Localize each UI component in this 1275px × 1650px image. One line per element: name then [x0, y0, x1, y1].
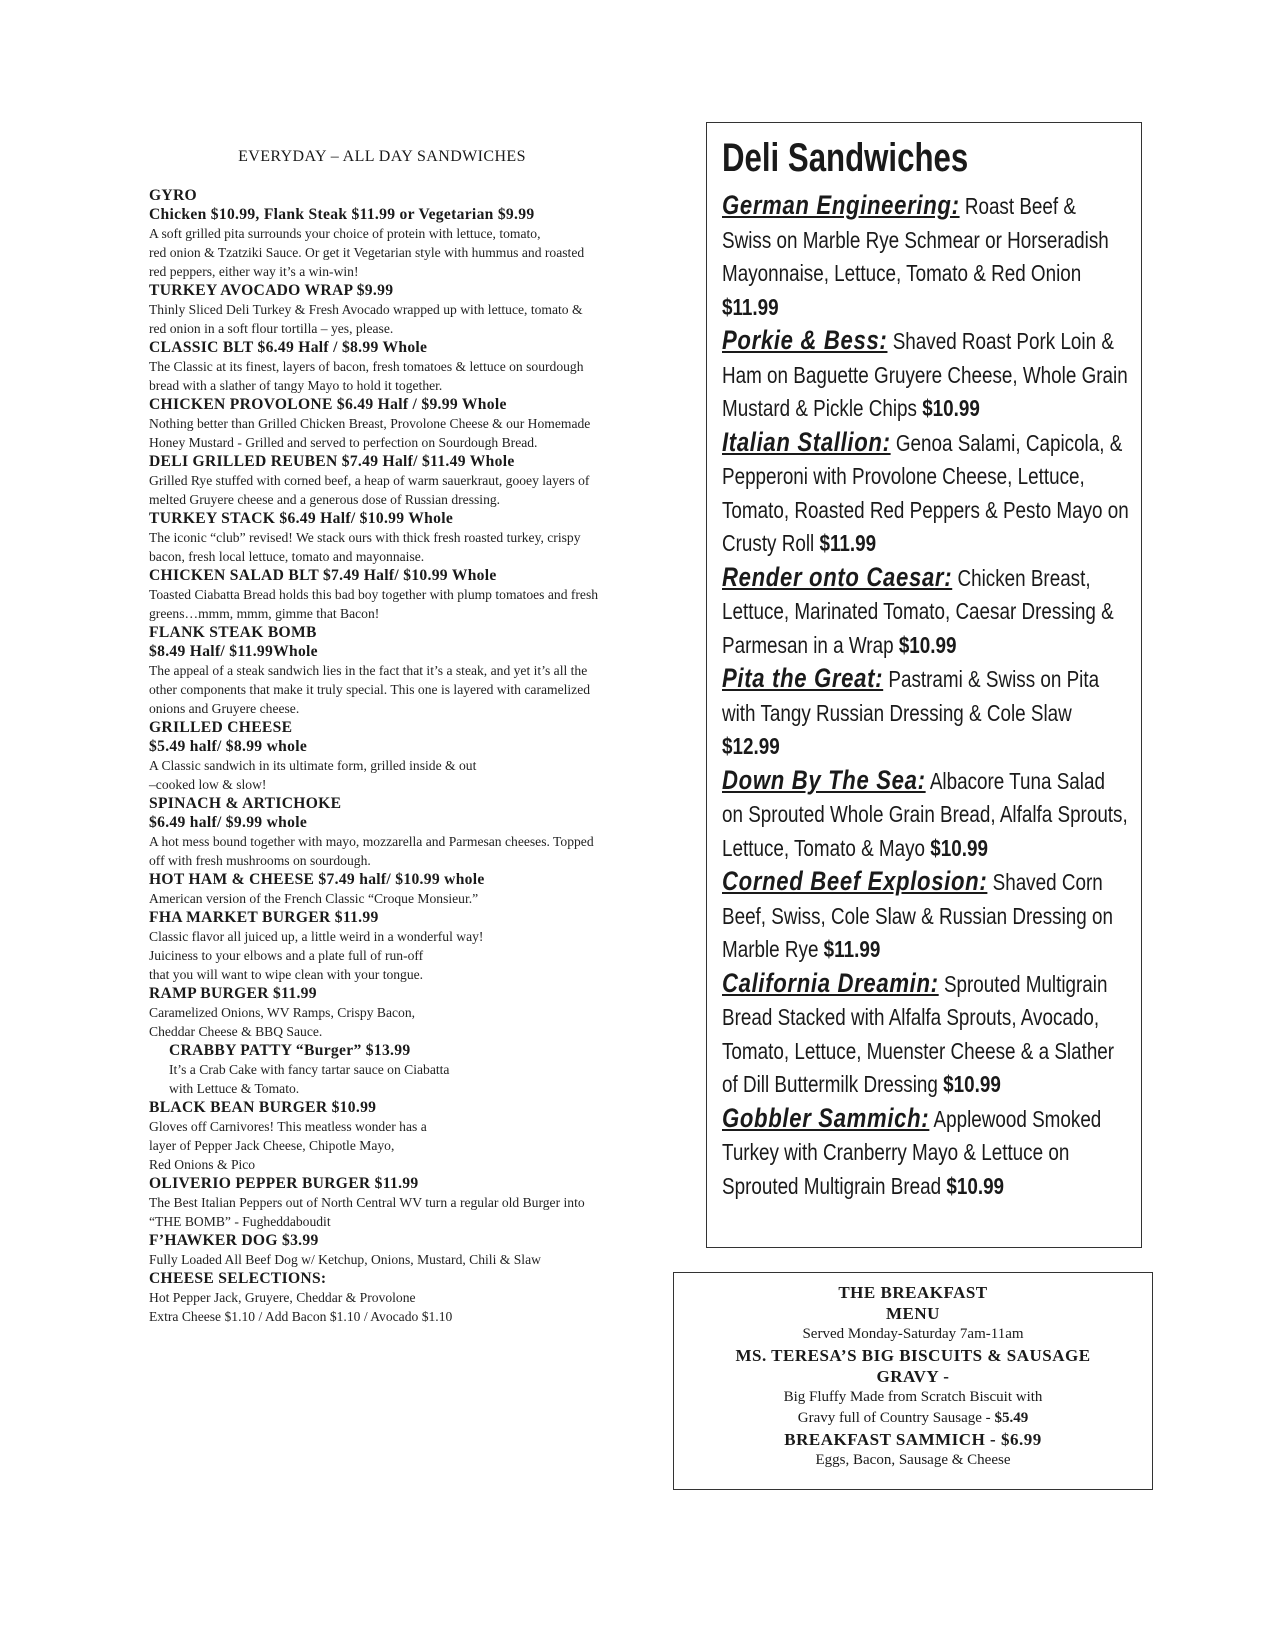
deli-item-name: Pita the Great:: [722, 663, 884, 693]
menu-item-price: $6.49 half/ $9.99 whole: [149, 814, 308, 831]
deli-item-description: Pastrami & Swiss on Pita with Tangy Russian Dressing & Cole Slaw: [722, 666, 1100, 726]
menu-item: [149, 623, 599, 718]
menu-item-name: GRILLED CHEESE: [149, 719, 293, 736]
breakfast-title-line1: THE BREAKFAST: [838, 1283, 988, 1302]
menu-item: [149, 794, 599, 870]
deli-item-name: Render onto Caesar:: [722, 561, 953, 592]
menu-item: [149, 1231, 599, 1269]
menu-item-name: CRABBY PATTY “Burger” $13.99: [169, 1042, 411, 1059]
deli-sandwiches-title: Deli Sandwiches: [722, 136, 969, 180]
menu-item-name: CLASSIC BLT $6.49 Half / $8.99 Whole: [149, 339, 428, 356]
menu-item-description: Toasted Ciabatta Bread holds this bad boy together with plump tomatoes and fresh greens…mmm, mmm, gimme that Bacon!: [149, 587, 599, 621]
menu-item: [149, 452, 599, 509]
menu-item-name: FHA MARKET BURGER $11.99: [149, 909, 379, 926]
breakfast-item-sammich-desc: Eggs, Bacon, Sausage & Cheese: [815, 1452, 1011, 1468]
deli-item-name: German Engineering:: [722, 190, 960, 220]
menu-item: [149, 1174, 599, 1231]
menu-item: [149, 1269, 599, 1326]
menu-item: [149, 281, 599, 338]
menu-item-description: Classic flavor all juiced up, a little weird in a wonderful way! Juiciness to your elbows and a plate full of run-off that you will want to wipe clean with your tongue.: [149, 929, 484, 982]
menu-item: [149, 566, 599, 623]
menu-item: [149, 908, 599, 984]
deli-item-description: Shaved Corn Beef, Swiss, Cole Slaw & Russian Dressing on Marble Rye: [722, 869, 1113, 962]
breakfast-title-line2: MENU: [886, 1304, 940, 1323]
deli-sandwich-list: [722, 189, 1129, 1203]
breakfast-item-biscuits-price: $5.49: [994, 1410, 1029, 1426]
deli-item: [722, 189, 1129, 324]
deli-item-price: $10.99: [943, 1071, 1001, 1097]
menu-item-name: CHEESE SELECTIONS:: [149, 1270, 327, 1287]
everyday-sandwiches-heading: EVERYDAY – ALL DAY SANDWICHES: [238, 148, 526, 165]
deli-item: [722, 865, 1129, 967]
menu-item-description: Grilled Rye stuffed with corned beef, a heap of warm sauerkraut, gooey layers of melted Gruyere cheese and a generous dose of Russian dressing.: [149, 473, 590, 507]
breakfast-item-biscuits-desc-line2: [674, 1408, 1152, 1429]
menu-item-description: Thinly Sliced Deli Turkey & Fresh Avocado wrapped up with lettuce, tomato & red onion in a soft flour tortilla – yes, please.: [149, 302, 583, 336]
deli-item-name: California Dreamin:: [722, 967, 939, 998]
menu-item-name: SPINACH & ARTICHOKE: [149, 795, 342, 812]
menu-item-description: A soft grilled pita surrounds your choice of protein with lettuce, tomato, red onion & Tzatziki Sauce. Or get it Vegetarian style with hummus and roasted red peppers, either way it’s a win-win!: [149, 226, 585, 279]
menu-item-description: Gloves off Carnivores! This meatless wonder has a layer of Pepper Jack Cheese, Chipotle Mayo, Red Onions & Pico: [149, 1119, 427, 1172]
breakfast-menu-box: [673, 1272, 1153, 1490]
menu-item-description: American version of the French Classic “Croque Monsieur.”: [149, 891, 479, 906]
menu-item-description: Caramelized Onions, WV Ramps, Crispy Bacon, Cheddar Cheese & BBQ Sauce.: [149, 1005, 416, 1039]
deli-item-description: Genoa Salami, Capicola, & Pepperoni with Provolone Cheese, Lettuce, Tomato, Roasted Red Peppers & Pesto Mayo on Crusty Roll: [722, 429, 1129, 556]
deli-item-price: $10.99: [930, 834, 988, 861]
deli-item: [722, 324, 1129, 426]
everyday-sandwich-list: [149, 186, 599, 1326]
breakfast-served-hours: Served Monday-Saturday 7am-11am: [802, 1326, 1024, 1342]
menu-item-description: The Best Italian Peppers out of North Central WV turn a regular old Burger into “THE BOMB” - Fugheddaboudit: [149, 1195, 585, 1229]
menu-item-description: Nothing better than Grilled Chicken Breast, Provolone Cheese & our Homemade Honey Mustard - Grilled and served to perfection on Sourdough Bread.: [149, 416, 591, 450]
deli-item-name: Down By The Sea:: [722, 764, 926, 795]
menu-item: [149, 984, 599, 1041]
deli-item-description: Applewood Smoked Turkey with Cranberry Mayo & Lettuce on Sprouted Multigrain Bread: [722, 1105, 1102, 1199]
breakfast-item-sammich-name: BREAKFAST SAMMICH - $6.99: [784, 1430, 1042, 1449]
menu-item: [149, 395, 599, 452]
deli-item-name: Corned Beef Explosion:: [722, 866, 988, 896]
deli-item-price: $10.99: [922, 395, 980, 421]
deli-item-description: Sprouted Multigrain Bread Stacked with Alfalfa Sprouts, Avocado, Tomato, Lettuce, Muenster Cheese & a Slather of Dill Buttermilk Dressing: [722, 970, 1115, 1097]
deli-item-price: $11.99: [823, 936, 881, 962]
menu-item-name: TURKEY AVOCADO WRAP $9.99: [149, 282, 394, 299]
everyday-sandwiches-column: [149, 148, 599, 1326]
menu-item-price: Chicken $10.99, Flank Steak $11.99 or Vegetarian $9.99: [149, 206, 535, 223]
deli-item-description: Chicken Breast, Lettuce, Marinated Tomato, Caesar Dressing & Parmesan in a Wrap: [722, 564, 1114, 658]
menu-item-name: GYRO: [149, 187, 197, 204]
menu-item-name: HOT HAM & CHEESE $7.49 half/ $10.99 whole: [149, 871, 485, 888]
menu-item-name: F’HAWKER DOG $3.99: [149, 1232, 319, 1249]
menu-item-name: TURKEY STACK $6.49 Half/ $10.99 Whole: [149, 510, 454, 527]
deli-item-price: $10.99: [898, 631, 957, 658]
deli-item-description: Shaved Roast Pork Loin & Ham on Baguette Gruyere Cheese, Whole Grain Mustard & Pickle Chips: [722, 328, 1128, 421]
menu-item-description: The Classic at its finest, layers of bacon, fresh tomatoes & lettuce on sourdough bread with a slather of tangy Mayo to hold it together.: [149, 359, 584, 393]
menu-item-name: FLANK STEAK BOMB: [149, 624, 317, 641]
breakfast-item-biscuits-name: MS. TERESA’S BIG BISCUITS & SAUSAGE GRAVY -: [735, 1346, 1091, 1386]
deli-item: [722, 561, 1129, 663]
menu-item-name: DELI GRILLED REUBEN $7.49 Half/ $11.49 Whole: [149, 453, 515, 470]
menu-item-name: BLACK BEAN BURGER $10.99: [149, 1099, 377, 1116]
menu-item-name: OLIVERIO PEPPER BURGER $11.99: [149, 1175, 419, 1192]
menu-item-name: CHICKEN SALAD BLT $7.49 Half/ $10.99 Whole: [149, 567, 497, 584]
menu-item-description: Hot Pepper Jack, Gruyere, Cheddar & Provolone Extra Cheese $1.10 / Add Bacon $1.10 / Avocado $1.10: [149, 1290, 453, 1324]
deli-item-name: Italian Stallion:: [722, 426, 891, 457]
menu-item: [149, 186, 599, 281]
menu-item: [149, 338, 599, 395]
menu-item-description: A Classic sandwich in its ultimate form, grilled inside & out –cooked low & slow!: [149, 758, 477, 792]
menu-item: [149, 718, 599, 794]
breakfast-item-biscuits-desc-line1: Big Fluffy Made from Scratch Biscuit with: [783, 1389, 1043, 1405]
deli-item-name: Porkie & Bess:: [722, 325, 888, 355]
menu-item-price: $5.49 half/ $8.99 whole: [149, 738, 308, 755]
menu-item-price: $8.49 Half/ $11.99Whole: [149, 643, 318, 660]
menu-item: [149, 870, 599, 908]
deli-sandwiches-box: [706, 122, 1142, 1248]
menu-item: [149, 509, 599, 566]
deli-item-price: $10.99: [946, 1172, 1005, 1199]
deli-item-description: Roast Beef & Swiss on Marble Rye Schmear or Horseradish Mayonnaise, Lettuce, Tomato & Red Onion: [722, 193, 1109, 286]
deli-item: [722, 764, 1129, 866]
deli-item: [722, 967, 1129, 1102]
deli-item-price: $11.99: [722, 293, 779, 320]
deli-item: [722, 662, 1129, 764]
deli-item-price: $12.99: [722, 733, 780, 759]
menu-item: [149, 1041, 599, 1098]
menu-item-description: The iconic “club” revised! We stack ours with thick fresh roasted turkey, crispy bacon, fresh local lettuce, tomato and mayonnaise.: [149, 530, 581, 564]
deli-item-description: Albacore Tuna Salad on Sprouted Whole Grain Bread, Alfalfa Sprouts, Lettuce, Tomato & Mayo: [722, 767, 1128, 861]
menu-item-name: CHICKEN PROVOLONE $6.49 Half / $9.99 Whole: [149, 396, 507, 413]
menu-item-description: Fully Loaded All Beef Dog w/ Ketchup, Onions, Mustard, Chili & Slaw: [149, 1252, 541, 1267]
menu-item-description: A hot mess bound together with mayo, mozzarella and Parmesan cheeses. Topped off with fresh mushrooms on sourdough.: [149, 834, 594, 868]
breakfast-item-biscuits-desc-text: Gravy full of Country Sausage -: [797, 1410, 995, 1426]
deli-item-name: Gobbler Sammich:: [722, 1102, 930, 1133]
deli-item: [722, 426, 1129, 561]
deli-item: [722, 1102, 1129, 1204]
menu-item-description: It’s a Crab Cake with fancy tartar sauce on Ciabatta with Lettuce & Tomato.: [169, 1062, 450, 1096]
menu-item-description: The appeal of a steak sandwich lies in the fact that it’s a steak, and yet it’s all the other components that make it truly special. This one is layered with caramelized onions and Gruyere cheese.: [149, 663, 591, 716]
menu-item-name: RAMP BURGER $11.99: [149, 985, 317, 1002]
menu-item: [149, 1098, 599, 1174]
deli-item-price: $11.99: [819, 530, 877, 556]
